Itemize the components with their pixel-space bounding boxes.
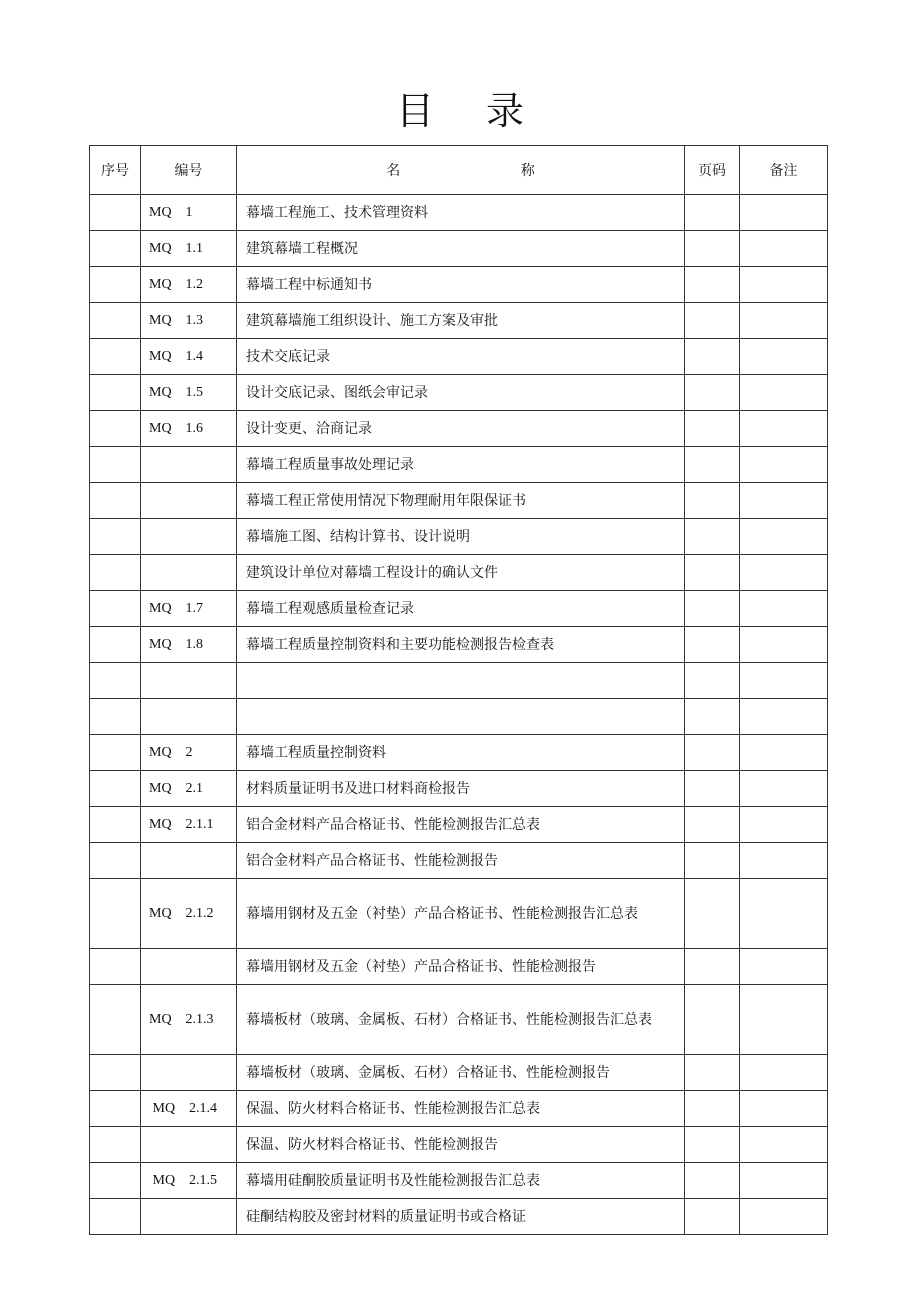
name-cell: 建筑幕墙工程概况 xyxy=(237,231,685,267)
table-row xyxy=(90,771,828,807)
table-row xyxy=(90,375,828,411)
code-cell xyxy=(141,483,237,519)
code-cell: MQ 1.2 xyxy=(141,267,237,303)
page-cell xyxy=(685,411,740,447)
contents-table xyxy=(89,145,828,1235)
note-cell xyxy=(740,375,828,411)
code-cell xyxy=(141,519,237,555)
note-cell xyxy=(740,1199,828,1235)
name-cell: 技术交底记录 xyxy=(237,339,685,375)
table-row xyxy=(90,339,828,375)
page-cell xyxy=(685,985,740,1055)
code-cell: MQ 1.7 xyxy=(141,591,237,627)
name-cell: 幕墙工程质量控制资料 xyxy=(237,735,685,771)
table-row xyxy=(90,555,828,591)
name-cell: 设计变更、洽商记录 xyxy=(237,411,685,447)
header-page: 页码 xyxy=(685,146,740,195)
table-row xyxy=(90,949,828,985)
note-cell xyxy=(740,519,828,555)
table-row xyxy=(90,699,828,735)
note-cell xyxy=(740,303,828,339)
seq-cell xyxy=(90,843,141,879)
note-cell xyxy=(740,985,828,1055)
name-cell: 幕墙工程观感质量检查记录 xyxy=(237,591,685,627)
name-cell: 幕墙板材（玻璃、金属板、石材）合格证书、性能检测报告汇总表 xyxy=(237,985,685,1055)
code-cell xyxy=(141,699,237,735)
note-cell xyxy=(740,195,828,231)
code-cell: MQ 2.1.3 xyxy=(141,985,237,1055)
name-cell: 幕墙工程质量控制资料和主要功能检测报告检查表 xyxy=(237,627,685,663)
note-cell xyxy=(740,591,828,627)
code-cell xyxy=(141,1055,237,1091)
code-cell: MQ 2.1.4 xyxy=(141,1091,237,1127)
page-cell xyxy=(685,447,740,483)
name-cell: 材料质量证明书及进口材料商检报告 xyxy=(237,771,685,807)
name-cell: 设计交底记录、图纸会审记录 xyxy=(237,375,685,411)
page-cell xyxy=(685,843,740,879)
code-cell xyxy=(141,1199,237,1235)
seq-cell xyxy=(90,195,141,231)
code-cell: MQ 1.3 xyxy=(141,303,237,339)
code-cell xyxy=(141,447,237,483)
page-cell xyxy=(685,339,740,375)
name-cell: 幕墙用硅酮胶质量证明书及性能检测报告汇总表 xyxy=(237,1163,685,1199)
page-cell xyxy=(685,519,740,555)
name-cell: 铝合金材料产品合格证书、性能检测报告 xyxy=(237,843,685,879)
code-cell: MQ 2.1.5 xyxy=(141,1163,237,1199)
name-cell: 保温、防火材料合格证书、性能检测报告 xyxy=(237,1127,685,1163)
header-code: 编号 xyxy=(141,146,237,195)
note-cell xyxy=(740,339,828,375)
table-row xyxy=(90,411,828,447)
page-cell xyxy=(685,627,740,663)
code-cell: MQ 1.8 xyxy=(141,627,237,663)
note-cell xyxy=(740,555,828,591)
note-cell xyxy=(740,627,828,663)
seq-cell xyxy=(90,663,141,699)
page-cell xyxy=(685,699,740,735)
table-row xyxy=(90,1091,828,1127)
table-row xyxy=(90,843,828,879)
name-cell: 幕墙用钢材及五金（衬垫）产品合格证书、性能检测报告 xyxy=(237,949,685,985)
note-cell xyxy=(740,879,828,949)
seq-cell xyxy=(90,735,141,771)
note-cell xyxy=(740,735,828,771)
table-row xyxy=(90,1127,828,1163)
name-cell: 保温、防火材料合格证书、性能检测报告汇总表 xyxy=(237,1091,685,1127)
table-row xyxy=(90,483,828,519)
seq-cell xyxy=(90,1055,141,1091)
table-row xyxy=(90,303,828,339)
seq-cell xyxy=(90,1127,141,1163)
note-cell xyxy=(740,267,828,303)
page-cell xyxy=(685,267,740,303)
name-cell: 幕墙施工图、结构计算书、设计说明 xyxy=(237,519,685,555)
table-row xyxy=(90,1163,828,1199)
code-cell: MQ 1.1 xyxy=(141,231,237,267)
note-cell xyxy=(740,807,828,843)
page-cell xyxy=(685,1055,740,1091)
page-cell xyxy=(685,949,740,985)
table-row xyxy=(90,195,828,231)
page-cell xyxy=(685,1163,740,1199)
page-cell xyxy=(685,1091,740,1127)
page-cell xyxy=(685,735,740,771)
code-cell: MQ 2.1 xyxy=(141,771,237,807)
table-row xyxy=(90,735,828,771)
note-cell xyxy=(740,771,828,807)
page-cell xyxy=(685,771,740,807)
seq-cell xyxy=(90,339,141,375)
header-row xyxy=(90,146,828,195)
code-cell xyxy=(141,555,237,591)
code-cell: MQ 2 xyxy=(141,735,237,771)
note-cell xyxy=(740,411,828,447)
name-cell xyxy=(237,663,685,699)
page-cell xyxy=(685,591,740,627)
page-cell xyxy=(685,1127,740,1163)
page-cell xyxy=(685,195,740,231)
note-cell xyxy=(740,447,828,483)
name-cell xyxy=(237,699,685,735)
name-cell: 幕墙用钢材及五金（衬垫）产品合格证书、性能检测报告汇总表 xyxy=(237,879,685,949)
page-cell xyxy=(685,303,740,339)
page-title: 目录 xyxy=(395,89,576,133)
table-row xyxy=(90,985,828,1055)
seq-cell xyxy=(90,699,141,735)
table-row xyxy=(90,663,828,699)
page-cell xyxy=(685,231,740,267)
name-cell: 硅酮结构胶及密封材料的质量证明书或合格证 xyxy=(237,1199,685,1235)
seq-cell xyxy=(90,411,141,447)
code-cell: MQ 2.1.1 xyxy=(141,807,237,843)
header-note: 备注 xyxy=(740,146,828,195)
name-cell: 铝合金材料产品合格证书、性能检测报告汇总表 xyxy=(237,807,685,843)
page-cell xyxy=(685,483,740,519)
note-cell xyxy=(740,1163,828,1199)
table-row xyxy=(90,879,828,949)
seq-cell xyxy=(90,627,141,663)
note-cell xyxy=(740,663,828,699)
page-cell xyxy=(685,879,740,949)
code-cell: MQ 1 xyxy=(141,195,237,231)
name-cell: 幕墙工程质量事故处理记录 xyxy=(237,447,685,483)
note-cell xyxy=(740,949,828,985)
code-cell: MQ 1.5 xyxy=(141,375,237,411)
seq-cell xyxy=(90,591,141,627)
table-row xyxy=(90,519,828,555)
page-cell xyxy=(685,1199,740,1235)
seq-cell xyxy=(90,447,141,483)
note-cell xyxy=(740,231,828,267)
table-row xyxy=(90,267,828,303)
code-cell: MQ 2.1.2 xyxy=(141,879,237,949)
seq-cell xyxy=(90,807,141,843)
seq-cell xyxy=(90,949,141,985)
table-row xyxy=(90,591,828,627)
code-cell xyxy=(141,949,237,985)
header-seq: 序号 xyxy=(90,146,141,195)
page-cell xyxy=(685,663,740,699)
note-cell xyxy=(740,699,828,735)
seq-cell xyxy=(90,555,141,591)
code-cell xyxy=(141,663,237,699)
page-cell xyxy=(685,375,740,411)
note-cell xyxy=(740,1091,828,1127)
seq-cell xyxy=(90,519,141,555)
name-cell: 幕墙工程正常使用情况下物理耐用年限保证书 xyxy=(237,483,685,519)
table-row xyxy=(90,1199,828,1235)
seq-cell xyxy=(90,1199,141,1235)
page-cell xyxy=(685,807,740,843)
code-cell: MQ 1.6 xyxy=(141,411,237,447)
seq-cell xyxy=(90,985,141,1055)
seq-cell xyxy=(90,231,141,267)
name-cell: 建筑幕墙施工组织设计、施工方案及审批 xyxy=(237,303,685,339)
name-cell: 幕墙板材（玻璃、金属板、石材）合格证书、性能检测报告 xyxy=(237,1055,685,1091)
table-body xyxy=(90,195,828,1235)
seq-cell xyxy=(90,483,141,519)
note-cell xyxy=(740,1127,828,1163)
seq-cell xyxy=(90,1163,141,1199)
code-cell xyxy=(141,1127,237,1163)
seq-cell xyxy=(90,879,141,949)
seq-cell xyxy=(90,267,141,303)
seq-cell xyxy=(90,303,141,339)
code-cell: MQ 1.4 xyxy=(141,339,237,375)
seq-cell xyxy=(90,1091,141,1127)
table-row xyxy=(90,447,828,483)
seq-cell xyxy=(90,375,141,411)
header-name: 名 称 xyxy=(237,146,685,195)
note-cell xyxy=(740,1055,828,1091)
note-cell xyxy=(740,843,828,879)
code-cell xyxy=(141,843,237,879)
name-cell: 建筑设计单位对幕墙工程设计的确认文件 xyxy=(237,555,685,591)
name-cell: 幕墙工程中标通知书 xyxy=(237,267,685,303)
name-cell: 幕墙工程施工、技术管理资料 xyxy=(237,195,685,231)
seq-cell xyxy=(90,771,141,807)
note-cell xyxy=(740,483,828,519)
table-row xyxy=(90,807,828,843)
page-cell xyxy=(685,555,740,591)
table-row xyxy=(90,231,828,267)
table-row xyxy=(90,1055,828,1091)
table-row xyxy=(90,627,828,663)
